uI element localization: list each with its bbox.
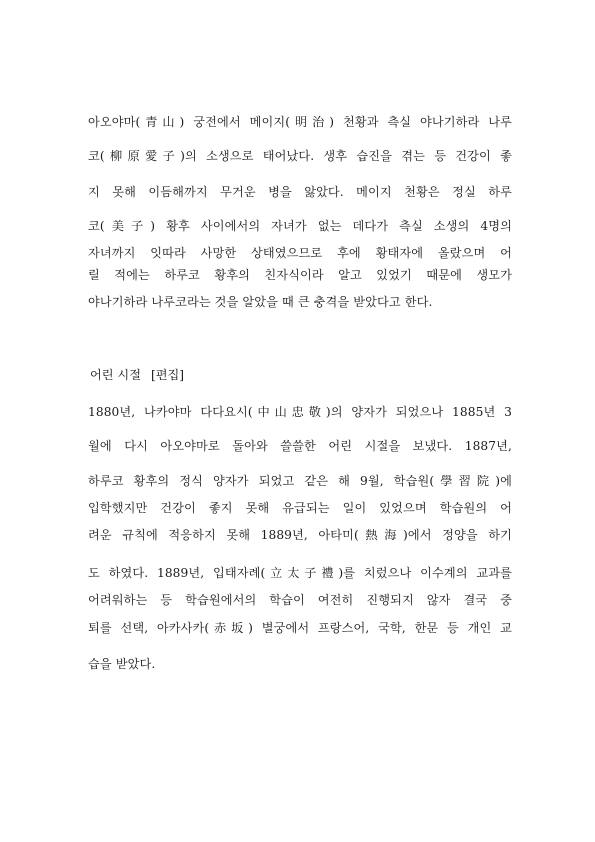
paragraph-line: 어려워하는 등 학습원에서의 학습이 여전히 진행되지 않자 결국 중 bbox=[88, 593, 512, 607]
edit-link[interactable]: [편집] bbox=[150, 368, 185, 382]
paragraph-line: 습을 받았다. bbox=[88, 657, 156, 671]
paragraph-line: 도 하였다. 1889년, 입태자례(立太子禮)를 치렀으나 이수계의 교과를 bbox=[88, 566, 512, 580]
paragraph-line: 1880년, 나카야마 다다요시(中山忠敬)의 양자가 되었으나 1885년 3 bbox=[88, 405, 512, 419]
paragraph-line: 자녀까지 잇따라 사망한 상태였으므로 후에 황태자에 올랐으며 어 bbox=[88, 246, 512, 260]
section-heading bbox=[90, 367, 184, 383]
paragraph-line: 월에 다시 아오야마로 돌아와 쓸쓸한 어린 시절을 보냈다. 1887년, bbox=[88, 439, 512, 453]
paragraph-line: 퇴를 선택, 아카사카(赤坂) 별궁에서 프랑스어, 국학, 한문 등 개인 교 bbox=[88, 621, 512, 635]
paragraph-line: 릴 적에는 하루코 황후의 친자식이라 알고 있었기 때문에 생모가 bbox=[88, 268, 512, 282]
paragraph-line: 려운 규칙에 적응하지 못해 1889년, 아타미(熱海)에서 정양을 하기 bbox=[88, 528, 512, 542]
paragraph-line: 코(柳原愛子)의 소생으로 태어났다. 생후 습진을 겪는 등 건강이 좋 bbox=[88, 149, 512, 163]
paragraph-line: 야나기하라 나루코라는 것을 알았을 때 큰 충격을 받았다고 한다. bbox=[88, 295, 433, 309]
paragraph-line: 입학했지만 건강이 좋지 못해 유급되는 일이 있었으며 학습원의 어 bbox=[88, 501, 512, 515]
paragraph-line: 코(美子) 황후 사이에서의 자녀가 없는 데다가 측실 소생의 4명의 bbox=[88, 219, 512, 233]
paragraph-line: 아오야마(青山) 궁전에서 메이지(明治) 천황과 측실 야나기하라 나루 bbox=[88, 115, 512, 129]
paragraph-line: 지 못해 이듬해까지 무거운 병을 앓았다. 메이지 천황은 정실 하루 bbox=[88, 185, 512, 199]
paragraph-line: 하루코 황후의 정식 양자가 되었고 같은 해 9월, 학습원(學習院)에 bbox=[88, 474, 512, 488]
section-heading-text: 어린 시절 bbox=[90, 368, 141, 382]
